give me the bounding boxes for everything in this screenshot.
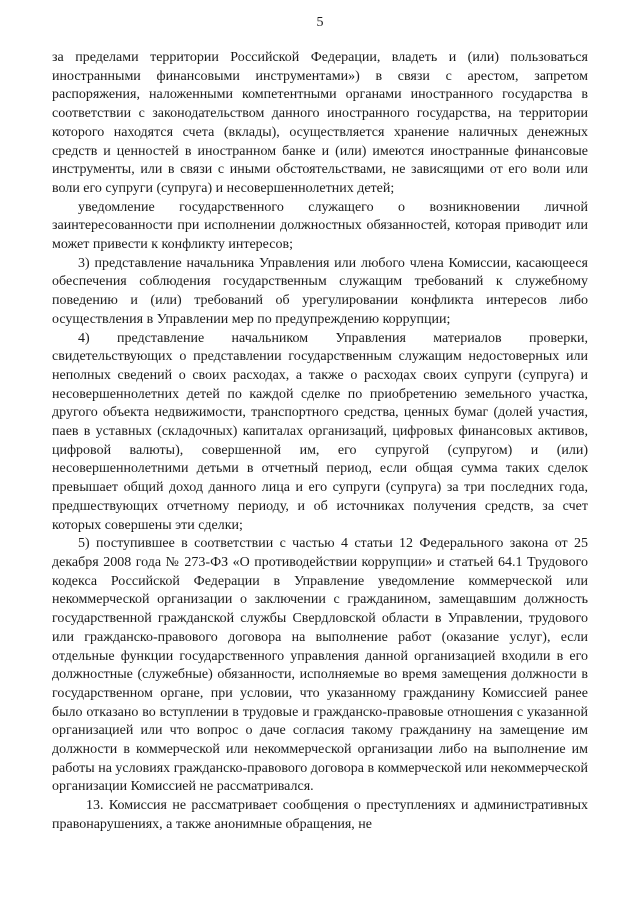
paragraph-foreign-instruments: за пределами территории Российской Федерации, владеть и (или) пользоваться иностранными финансовыми инструментами») в связи с арестом, запретом распоряжения, наложенными компетентными органами иностранного государства в соответствии с законодательством данного иностранного государства, на территории которого находятся счета (вклады), осуществляется хранение наличных денежных средств и ценностей в иностранном банке и (или) имеются иностранные финансовые инструменты, или в связи с иными обстоятельствами, не зависящими от его воли или воли его супруги (супруга) и несовершеннолетних детей; (52, 50, 588, 196)
paragraph-item-3: 3) представление начальника Управления или любого члена Комиссии, касающееся обеспечения соблюдения государственным служащим требований к служебному поведению и (или) требований об урегулировании конфликта интересов либо осуществления в Управлении мер по предупреждению коррупции; (52, 255, 588, 327)
paragraph-clause-13: 13. Комиссия не рассматривает сообщения о преступлениях и административных правонарушениях, а также анонимные обращения, не (52, 798, 588, 832)
page-number: 5 (316, 15, 324, 30)
document-body (52, 49, 588, 835)
paragraph-item-5: 5) поступившее в соответствии с частью 4 статьи 12 Федерального закона от 25 декабря 2008 года № 273-ФЗ «О противодействии коррупции» и статьей 64.1 Трудового кодекса Российской Федерации в Управление уведомление коммерческой или некоммерческой организации о заключении с гражданином, замещавшим должность государственной гражданской службы Свердловской области в Управлении, трудового или гражданско-правового договора на выполнение работ (оказание услуг), если отдельные функции государственного управления данной организацией входили в его должностные (служебные) обязанности, исполняемые во время замещения должности в государственном органе, при условии, что указанному гражданину Комиссией ранее было отказано во вступлении в трудовые и гражданско-правовые отношения с указанной организацией или что вопрос о даче согласия такому гражданину на замещение им должности в коммерческой или некоммерческой организации либо на выполнение им работы на условиях гражданско-правового договора в коммерческой или некоммерческой организации Комиссией не рассматривался. (52, 536, 588, 795)
paragraph-item-4: 4) представление начальником Управления материалов проверки, свидетельствующих о представлении государственным служащим недостоверных или неполных сведений о своих расходах, а также о расходах своих супруги (супруга) и несовершеннолетних детей по каждой сделке по приобретению земельного участка, другого объекта недвижимости, транспортного средства, ценных бумаг (долей участия, паев в уставных (складочных) капиталах организаций, цифровых финансовых активов, цифровой валюты), совершенной им, его супругой (супругом) и (или) несовершеннолетними детьми в отчетный период, если общая сумма таких сделок превышает общий доход данного лица и его супруги (супруга) за три последних года, предшествующих отчетному периоду, и об источниках получения средств, за счет которых совершены эти сделки; (52, 330, 588, 533)
paragraph-conflict-notice: уведомление государственного служащего о возникновении личной заинтересованности при исполнении должностных обязанностей, которая приводит или может привести к конфликту интересов; (52, 199, 588, 253)
